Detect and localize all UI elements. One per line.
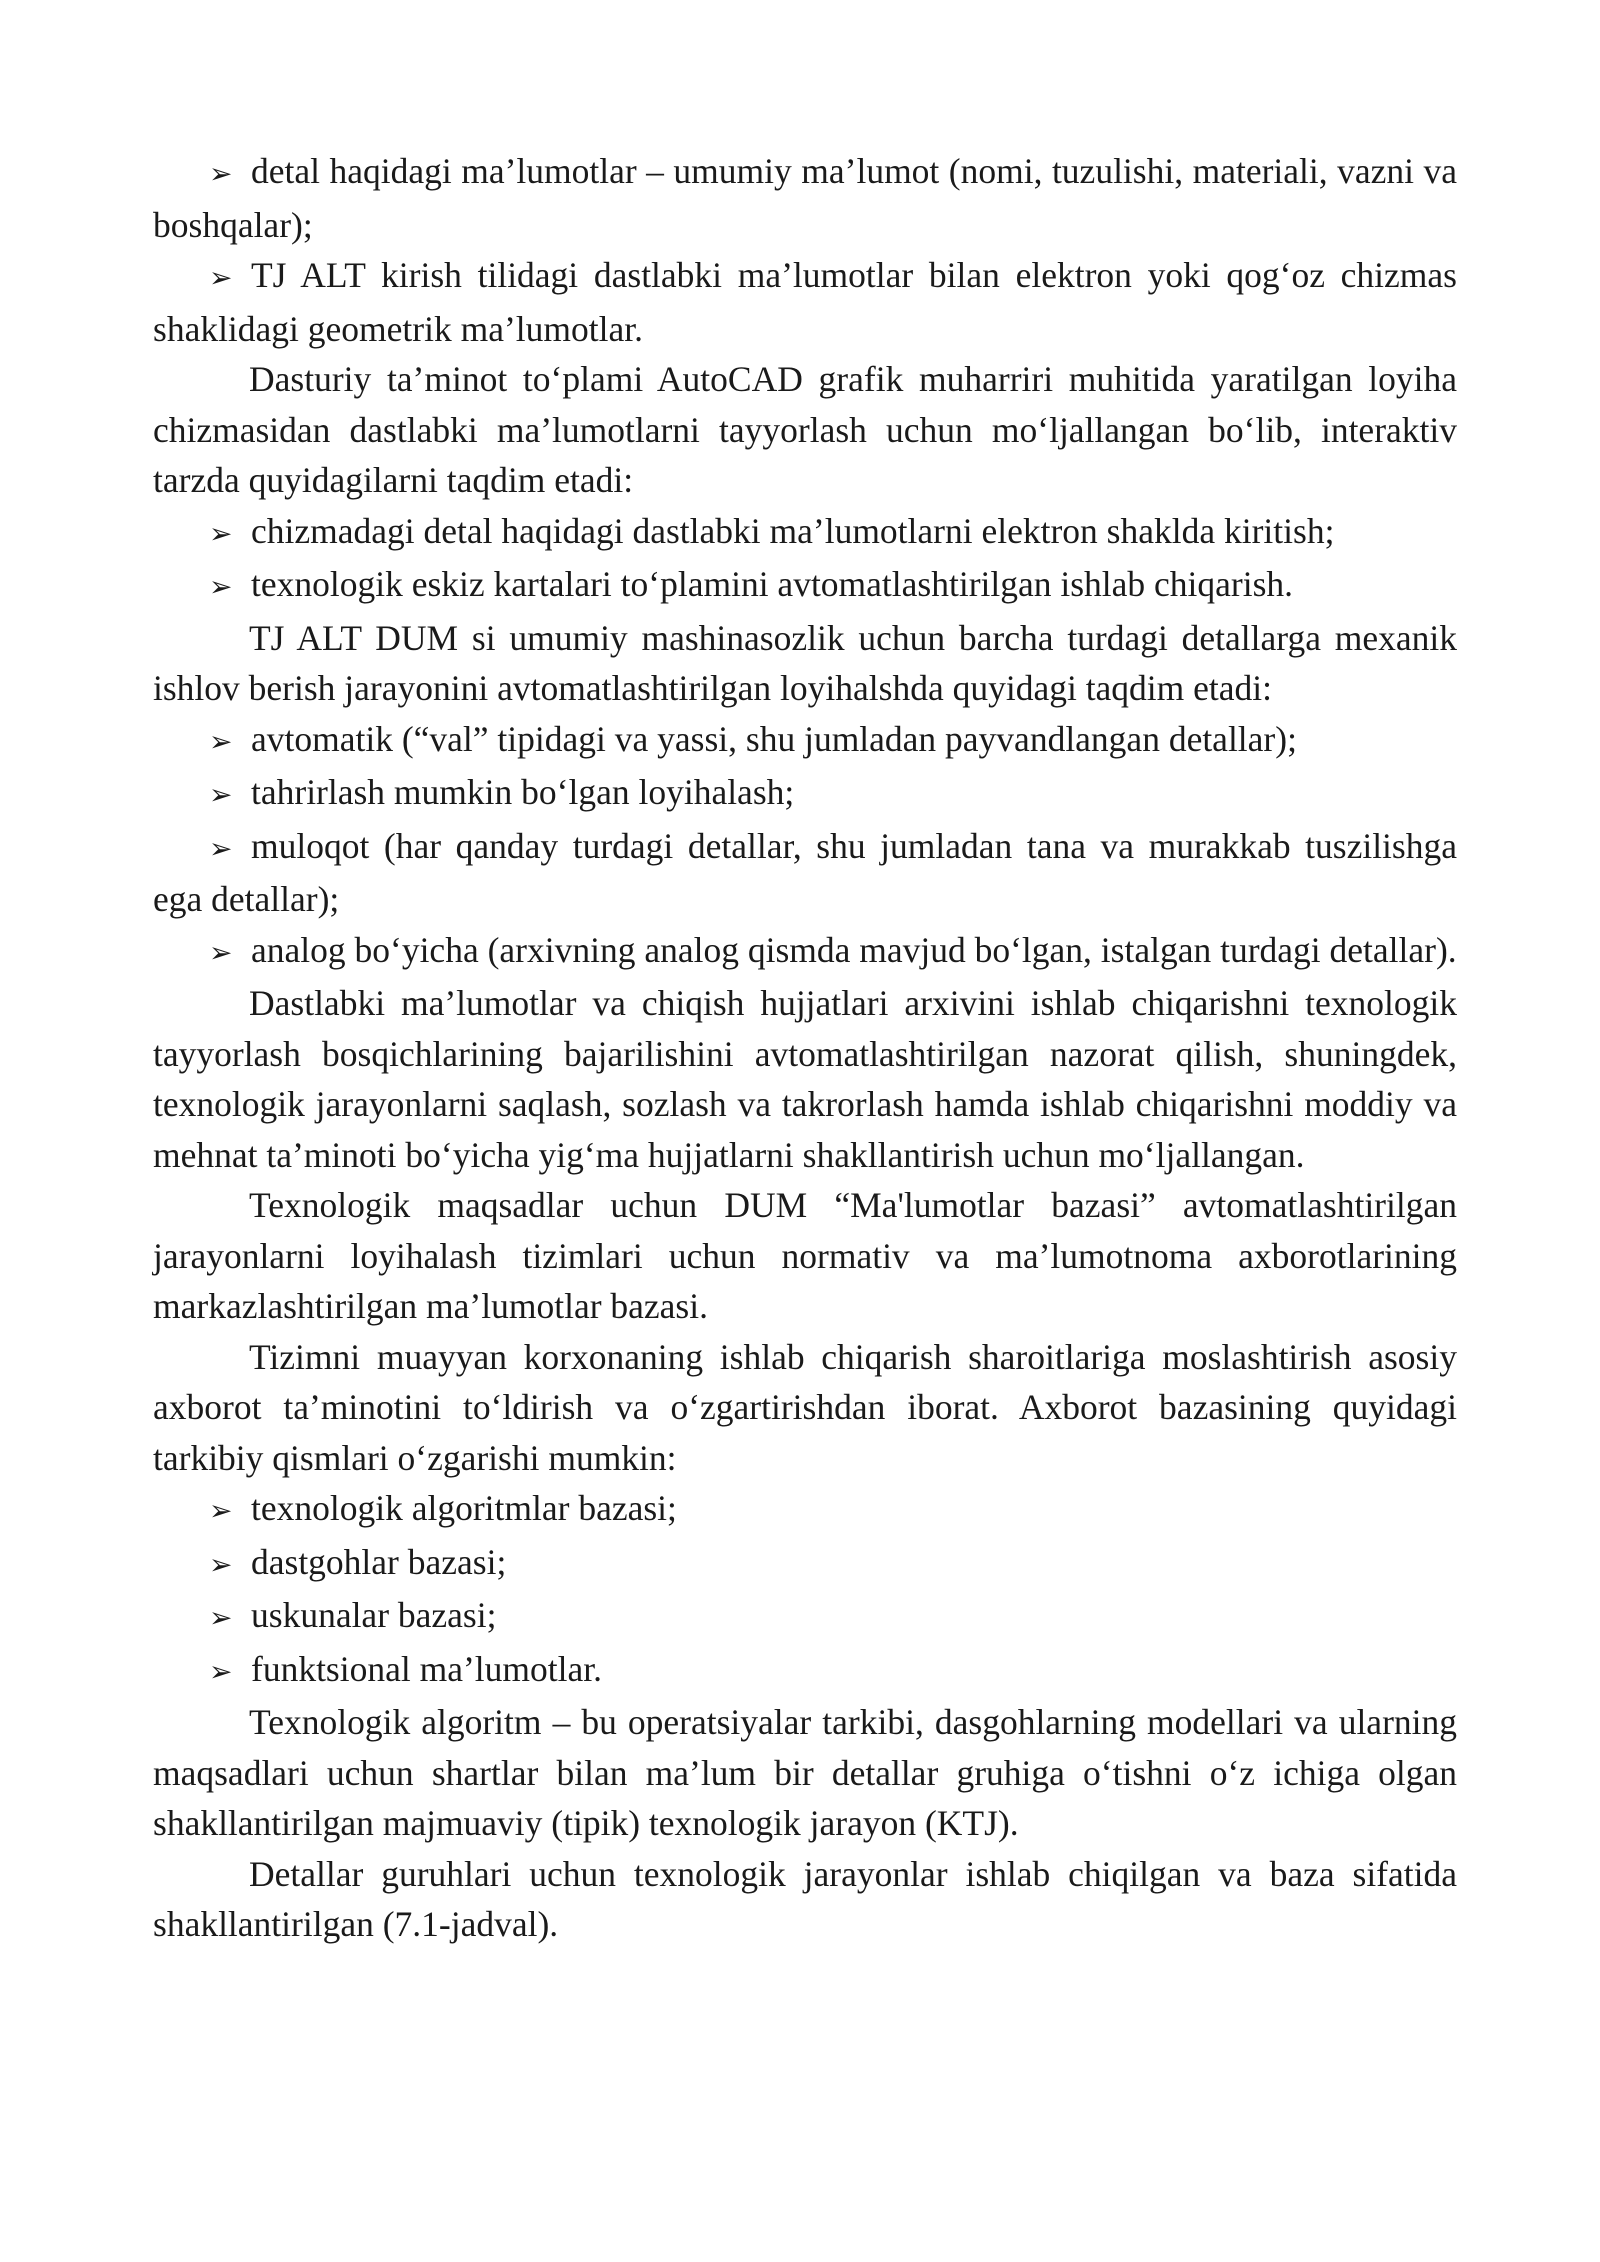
- bullet-item: [153, 821, 1457, 925]
- bullet-text: analog bo‘yicha (arxivning analog qismda mavjud bo‘lgan, istalgan turdagi detallar).: [251, 929, 1457, 970]
- bullet-text: muloqot (har qanday turdagi detallar, shu jumladan tana va murakkab tuszilishga ega detallar);: [153, 825, 1457, 919]
- paragraph: Dastlabki ma’lumotlar va chiqish hujjatlari arxivini ishlab chiqarishni texnologik tayyorlash bosqichlarining bajarilishini avtomatlashtirilgan nazorat qilish, shuningdek, texnologik jarayonlarni saqlash, sozlash va takrorlash hamda ishlab chiqarishni moddiy va mehnat ta’minoti bo‘yicha yig‘ma hujjatlarni shakllantirish uchun mo‘ljallangan.: [153, 983, 1457, 1175]
- arrowhead-bullet-icon: ➢: [209, 724, 233, 758]
- arrowhead-bullet-icon: ➢: [209, 778, 233, 811]
- arrowhead-bullet-icon: ➢: [209, 935, 233, 969]
- bullet-text: dastgohlar bazasi;: [251, 1541, 507, 1582]
- bullet-text: chizmadagi detal haqidagi dastlabki ma’lumotlarni elektron shaklda kiritish;: [251, 510, 1335, 551]
- paragraph: Tizimni muayyan korxonaning ishlab chiqarish sharoitlariga moslashtirish asosiy axborot ta’minotini to‘ldirish va o‘zgartirishdan iborat. Axborot bazasining quyidagi tarkibiy qismlari o‘zgarishi mumkin:: [153, 1336, 1457, 1478]
- bullet-text: detal haqidagi ma’lumotlar – umumiy ma’lumot (nomi, tuzulishi, materiali, vazni va boshqalar);: [153, 151, 1457, 245]
- bullet-text: avtomatik (“val” tipidagi va yassi, shu jumladan payvandlangan detallar);: [251, 718, 1297, 759]
- paragraph: Detallar guruhlari uchun texnologik jarayonlar ishlab chiqilgan va baza sifatida shakllantirilgan (7.1-jadval).: [153, 1853, 1457, 1944]
- bullet-text: tahrirlash mumkin bo‘lgan loyihalash;: [251, 772, 795, 812]
- bullet-item: [153, 506, 1457, 560]
- paragraph: Dasturiy ta’minot to‘plami AutoCAD grafik muharriri muhitida yaratilgan loyiha chizmasidan dastlabki ma’lumotlarni tayyorlash uchun mo‘ljallangan bo‘lib, interaktiv tarzda quyidagilarni taqdim etadi:: [153, 359, 1457, 500]
- arrowhead-bullet-icon: ➢: [209, 1494, 233, 1527]
- paragraph: TJ ALT DUM si umumiy mashinasozlik uchun barcha turdagi detallarga mexanik ishlov berish jarayonini avtomatlashtirilgan loyihalshda quyidagi taqdim etadi:: [153, 617, 1457, 708]
- bullet-item: [153, 767, 1457, 821]
- paragraph: Texnologik maqsadlar uchun DUM “Ma'lumotlar bazasi” avtomatlashtirilgan jarayonlarni loyihalash tizimlari uchun normativ va ma’lumotnoma axborotlarining markazlashtirilgan ma’lumotlar bazasi.: [153, 1185, 1457, 1326]
- document-page: [153, 146, 1457, 1950]
- bullet-item: [153, 250, 1457, 354]
- bullet-text: texnologik algoritmlar bazasi;: [251, 1488, 677, 1528]
- arrowhead-bullet-icon: ➢: [209, 1601, 233, 1634]
- bullet-text: uskunalar bazasi;: [251, 1595, 497, 1635]
- arrowhead-bullet-icon: ➢: [209, 1547, 233, 1581]
- bullet-item: [153, 925, 1457, 979]
- bullet-item: [153, 1483, 1457, 1537]
- bullet-text: texnologik eskiz kartalari to‘plamini avtomatlashtirilgan ishlab chiqarish.: [251, 564, 1294, 604]
- bullet-item: [153, 146, 1457, 250]
- bullet-item: [153, 559, 1457, 613]
- paragraph: Texnologik algoritm – bu operatsiyalar tarkibi, dasgohlarning modellari va ularning maqsadlari uchun shartlar bilan ma’lum bir detallar gruhiga o‘tishni o‘z ichiga olgan shakllantirilgan majmuaviy (tipik) texnologik jarayon (KTJ).: [153, 1702, 1457, 1843]
- bullet-item: [153, 714, 1457, 768]
- bullet-text: TJ ALT kirish tilidagi dastlabki ma’lumotlar bilan elektron yoki qog‘oz chizmas shaklidagi geometrik ma’lumotlar.: [153, 255, 1457, 349]
- arrowhead-bullet-icon: ➢: [209, 516, 233, 550]
- bullet-item: [153, 1644, 1457, 1698]
- arrowhead-bullet-icon: ➢: [209, 261, 233, 294]
- arrowhead-bullet-icon: ➢: [209, 157, 233, 190]
- arrowhead-bullet-icon: ➢: [209, 1654, 233, 1688]
- bullet-item: [153, 1537, 1457, 1591]
- arrowhead-bullet-icon: ➢: [209, 831, 233, 865]
- arrowhead-bullet-icon: ➢: [209, 570, 233, 603]
- bullet-text: funktsional ma’lumotlar.: [251, 1648, 602, 1689]
- bullet-item: [153, 1590, 1457, 1644]
